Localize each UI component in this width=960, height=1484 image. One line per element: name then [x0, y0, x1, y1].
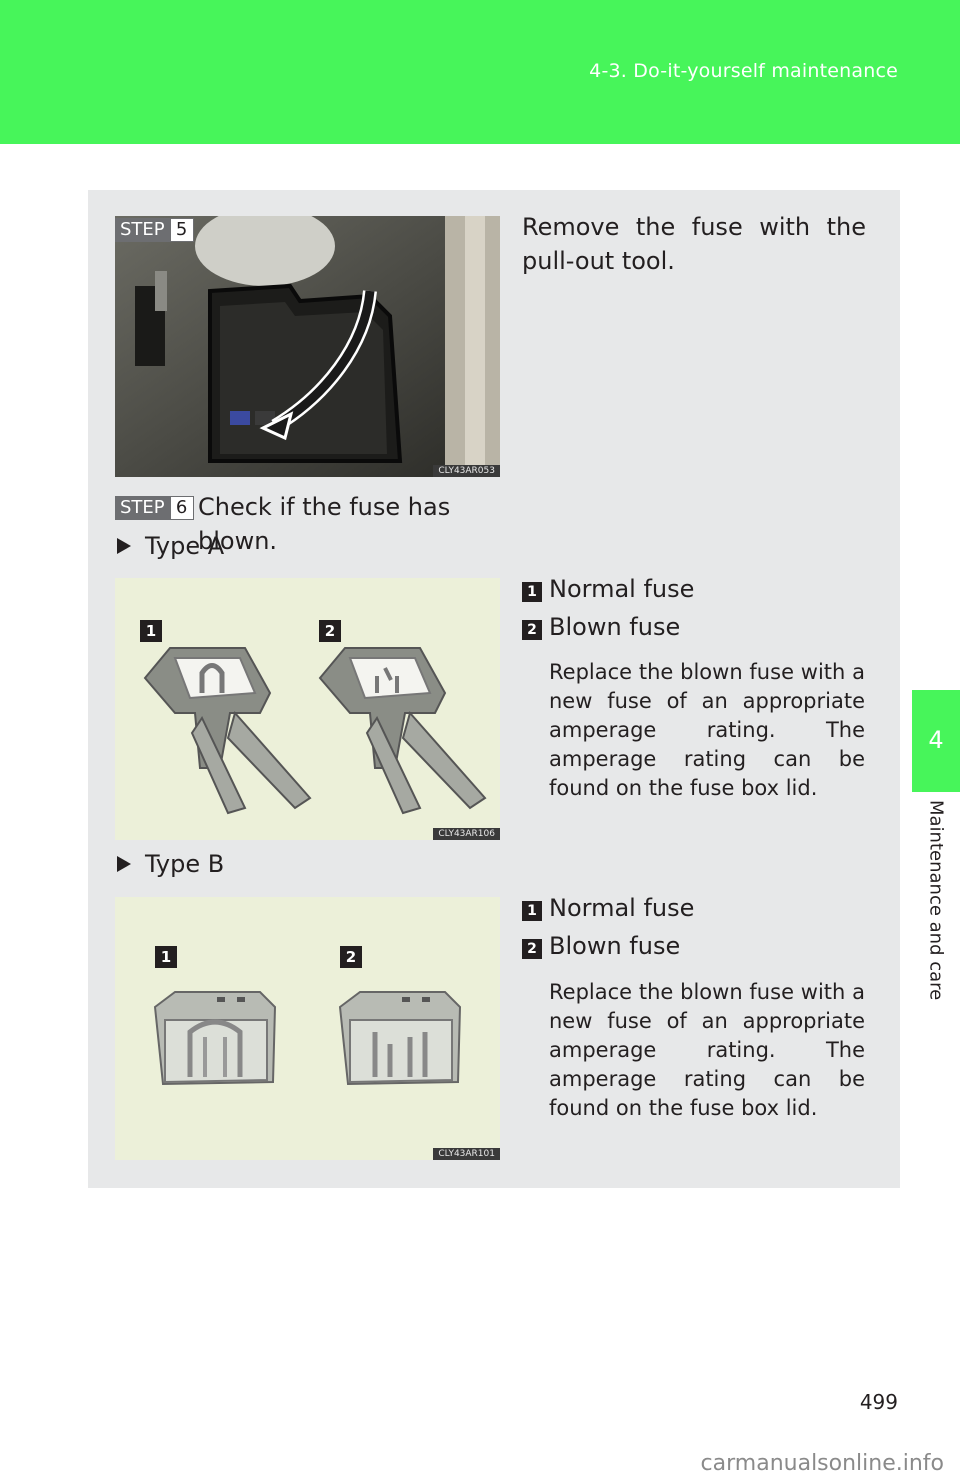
step-word: STEP — [115, 496, 170, 520]
image-code: CLY43AR106 — [433, 828, 500, 840]
chapter-number: 4 — [928, 726, 944, 754]
type-a-item-1-label: Normal fuse — [549, 575, 695, 603]
type-b-item-2-label: Blown fuse — [549, 932, 681, 960]
step-5-badge — [115, 218, 194, 242]
section-title: 4-3. Do-it-yourself maintenance — [589, 60, 898, 82]
type-b-item-1-label: Normal fuse — [549, 894, 695, 922]
step-6-text: Check if the fuse has blown. — [198, 493, 451, 555]
step-number: 6 — [170, 496, 194, 520]
type-b-fuse-photo — [115, 897, 500, 1160]
type-a-item-2-label: Blown fuse — [549, 613, 681, 641]
engine-fuse-box-photo — [115, 216, 500, 477]
type-a-heading — [117, 532, 224, 560]
item-number-badge: 2 — [522, 620, 542, 640]
chapter-title: Maintenance and care — [925, 800, 947, 1001]
blown-fuse-b — [340, 992, 460, 1084]
chapter-title-vertical — [918, 800, 954, 1030]
image-code: CLY43AR053 — [433, 465, 500, 477]
type-b-heading — [117, 850, 224, 878]
image-code: CLY43AR101 — [433, 1148, 500, 1160]
page-number: 499 — [859, 1390, 898, 1414]
watermark: carmanualsonline.info — [700, 1451, 944, 1476]
type-b-label: Type B — [145, 850, 225, 878]
photo-label-1: 1 — [140, 620, 162, 642]
fuse-box-illustration — [115, 216, 500, 477]
type-a-fuse-photo — [115, 578, 500, 840]
step-number: 5 — [170, 218, 194, 242]
type-a-note: Replace the blown fuse with a new fuse of an appropriate amperage rating. The amperage rating can be found on the fuse box lid. — [549, 660, 865, 800]
page-header — [0, 0, 960, 144]
type-a-fuse-illustration — [115, 578, 500, 840]
normal-fuse-b — [155, 992, 275, 1084]
item-number-badge: 2 — [522, 939, 542, 959]
photo-label-1: 1 — [155, 946, 177, 968]
photo-label-2: 2 — [319, 620, 341, 642]
step-6-badge — [115, 496, 194, 520]
triangle-bullet-icon — [117, 538, 131, 554]
type-b-fuse-illustration — [115, 897, 500, 1160]
item-number-badge: 1 — [522, 901, 542, 921]
step-word: STEP — [115, 218, 170, 242]
item-number-badge: 1 — [522, 582, 542, 602]
triangle-bullet-icon — [117, 856, 131, 872]
type-b-note: Replace the blown fuse with a new fuse of an appropriate amperage rating. The amperage rating can be found on the fuse box lid. — [549, 980, 865, 1120]
step-5-text: Remove the fuse with the pull-out tool. — [522, 213, 866, 275]
type-a-label: Type A — [145, 532, 225, 560]
chapter-tab — [912, 690, 960, 792]
photo-label-2: 2 — [340, 946, 362, 968]
